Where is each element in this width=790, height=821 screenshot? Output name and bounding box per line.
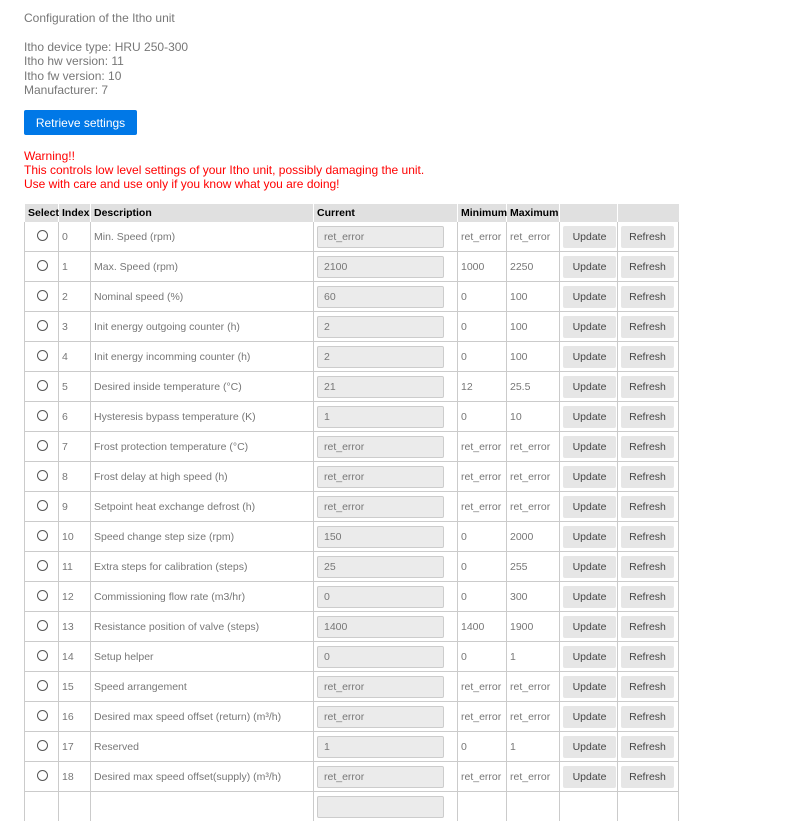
- minimum-cell: ret_error: [458, 222, 507, 252]
- update-cell: [560, 582, 618, 612]
- maximum-cell: 100: [507, 342, 560, 372]
- table-row: [25, 642, 679, 672]
- current-value-input[interactable]: 0: [317, 586, 444, 608]
- select-radio[interactable]: [37, 680, 48, 691]
- description-cell: Min. Speed (rpm): [91, 222, 314, 252]
- select-radio[interactable]: [37, 410, 48, 421]
- refresh-cell: [618, 492, 679, 522]
- description-cell: Extra steps for calibration (steps): [91, 552, 314, 582]
- index-cell: 1: [59, 252, 91, 282]
- select-cell: [25, 372, 59, 402]
- header-select: Select: [25, 204, 59, 222]
- refresh-button[interactable]: Refresh: [621, 376, 674, 398]
- update-button[interactable]: Update: [563, 406, 616, 428]
- minimum-cell: 0: [458, 342, 507, 372]
- description-cell: Desired max speed offset(supply) (m³/h): [91, 762, 314, 792]
- select-radio[interactable]: [37, 470, 48, 481]
- refresh-cell: [618, 522, 679, 552]
- refresh-cell: [618, 252, 679, 282]
- update-cell: [560, 702, 618, 732]
- update-button[interactable]: Update: [563, 496, 616, 518]
- index-cell: 17: [59, 732, 91, 762]
- current-value-input[interactable]: 60: [317, 286, 444, 308]
- table-row: [25, 432, 679, 462]
- update-button[interactable]: Update: [563, 766, 616, 788]
- minimum-cell: 0: [458, 282, 507, 312]
- table-row: [25, 582, 679, 612]
- current-value-input[interactable]: ret_error: [317, 466, 444, 488]
- description-cell: Init energy outgoing counter (h): [91, 312, 314, 342]
- refresh-button[interactable]: Refresh: [621, 286, 674, 308]
- update-cell: [560, 732, 618, 762]
- index-cell: 0: [59, 222, 91, 252]
- refresh-button[interactable]: Refresh: [621, 676, 674, 698]
- hw-version: Itho hw version: 11: [24, 54, 188, 68]
- warning-message: [24, 149, 424, 192]
- select-cell: [25, 732, 59, 762]
- maximum-cell: ret_error: [507, 672, 560, 702]
- minimum-cell: ret_error: [458, 702, 507, 732]
- update-button[interactable]: Update: [563, 646, 616, 668]
- update-button[interactable]: Update: [563, 556, 616, 578]
- index-cell: 13: [59, 612, 91, 642]
- current-value-input[interactable]: ret_error: [317, 496, 444, 518]
- refresh-cell: [618, 552, 679, 582]
- current-cell: [314, 672, 458, 702]
- update-cell: [560, 642, 618, 672]
- header-current: Current: [314, 204, 458, 222]
- current-cell: [314, 762, 458, 792]
- current-cell: [314, 432, 458, 462]
- select-radio[interactable]: [37, 560, 48, 571]
- select-radio[interactable]: [37, 320, 48, 331]
- refresh-button[interactable]: Refresh: [621, 316, 674, 338]
- current-cell: [314, 612, 458, 642]
- current-value-input[interactable]: 1: [317, 736, 444, 758]
- table-row: [25, 462, 679, 492]
- refresh-cell: [618, 462, 679, 492]
- maximum-cell: 2250: [507, 252, 560, 282]
- maximum-cell: 1: [507, 642, 560, 672]
- current-cell: [314, 522, 458, 552]
- update-cell: [560, 252, 618, 282]
- minimum-cell: ret_error: [458, 672, 507, 702]
- maximum-cell: ret_error: [507, 462, 560, 492]
- update-cell: [560, 432, 618, 462]
- maximum-cell: ret_error: [507, 762, 560, 792]
- refresh-button[interactable]: Refresh: [621, 436, 674, 458]
- update-cell: [560, 312, 618, 342]
- index-cell: 6: [59, 402, 91, 432]
- index-cell: 7: [59, 432, 91, 462]
- description-cell: Setpoint heat exchange defrost (h): [91, 492, 314, 522]
- description-cell: Reserved: [91, 732, 314, 762]
- maximum-cell: 100: [507, 312, 560, 342]
- update-button[interactable]: Update: [563, 376, 616, 398]
- current-cell: [314, 792, 458, 821]
- index-cell: 2: [59, 282, 91, 312]
- select-cell: [25, 792, 59, 821]
- select-radio[interactable]: [37, 530, 48, 541]
- page-title: Configuration of the Itho unit: [24, 11, 175, 25]
- table-row: [25, 762, 679, 792]
- description-cell: Frost protection temperature (°C): [91, 432, 314, 462]
- table-row: [25, 612, 679, 642]
- current-cell: [314, 492, 458, 522]
- warning-line-2: Use with care and use only if you know what you are doing!: [24, 177, 424, 191]
- current-cell: [314, 372, 458, 402]
- update-button[interactable]: Update: [563, 526, 616, 548]
- current-cell: [314, 582, 458, 612]
- maximum-cell: ret_error: [507, 702, 560, 732]
- index-cell: 3: [59, 312, 91, 342]
- maximum-cell: 2000: [507, 522, 560, 552]
- current-cell: [314, 732, 458, 762]
- current-cell: [314, 642, 458, 672]
- select-cell: [25, 432, 59, 462]
- minimum-cell: 1000: [458, 252, 507, 282]
- current-value-input[interactable]: ret_error: [317, 436, 444, 458]
- minimum-cell: 0: [458, 582, 507, 612]
- update-button[interactable]: Update: [563, 436, 616, 458]
- maximum-cell: 1: [507, 732, 560, 762]
- refresh-button[interactable]: Refresh: [621, 226, 674, 248]
- maximum-cell: ret_error: [507, 222, 560, 252]
- select-cell: [25, 402, 59, 432]
- current-cell: [314, 222, 458, 252]
- refresh-cell: [618, 222, 679, 252]
- description-cell: Resistance position of valve (steps): [91, 612, 314, 642]
- select-radio[interactable]: [37, 350, 48, 361]
- settings-table-body: [25, 222, 679, 821]
- refresh-cell: [618, 342, 679, 372]
- update-button[interactable]: Update: [563, 256, 616, 278]
- index-cell: 8: [59, 462, 91, 492]
- refresh-cell: [618, 792, 679, 821]
- index-cell: 9: [59, 492, 91, 522]
- update-cell: [560, 612, 618, 642]
- table-row: [25, 342, 679, 372]
- current-cell: [314, 402, 458, 432]
- current-value-input[interactable]: ret_error: [317, 676, 444, 698]
- index-cell: [59, 792, 91, 821]
- description-cell: Init energy incomming counter (h): [91, 342, 314, 372]
- current-cell: [314, 282, 458, 312]
- minimum-cell: 0: [458, 402, 507, 432]
- header-index: Index: [59, 204, 91, 222]
- select-cell: [25, 222, 59, 252]
- maximum-cell: 100: [507, 282, 560, 312]
- description-cell: Frost delay at high speed (h): [91, 462, 314, 492]
- update-button[interactable]: Update: [563, 736, 616, 758]
- current-value-input[interactable]: 2100: [317, 256, 444, 278]
- current-value-input[interactable]: 21: [317, 376, 444, 398]
- device-type: Itho device type: HRU 250-300: [24, 40, 188, 54]
- current-value-input[interactable]: ret_error: [317, 766, 444, 788]
- description-cell: Nominal speed (%): [91, 282, 314, 312]
- select-cell: [25, 342, 59, 372]
- select-cell: [25, 642, 59, 672]
- select-cell: [25, 612, 59, 642]
- description-cell: Hysteresis bypass temperature (K): [91, 402, 314, 432]
- minimum-cell: ret_error: [458, 432, 507, 462]
- select-radio[interactable]: [37, 500, 48, 511]
- current-value-input[interactable]: 2: [317, 346, 444, 368]
- refresh-cell: [618, 642, 679, 672]
- select-radio[interactable]: [37, 260, 48, 271]
- update-cell: [560, 372, 618, 402]
- update-button[interactable]: Update: [563, 226, 616, 248]
- refresh-button[interactable]: Refresh: [621, 346, 674, 368]
- current-value-input[interactable]: [317, 796, 444, 818]
- table-row: [25, 522, 679, 552]
- current-value-input[interactable]: 25: [317, 556, 444, 578]
- minimum-cell: ret_error: [458, 492, 507, 522]
- index-cell: 10: [59, 522, 91, 552]
- maximum-cell: 255: [507, 552, 560, 582]
- current-value-input[interactable]: 1400: [317, 616, 444, 638]
- table-row: [25, 672, 679, 702]
- update-cell: [560, 492, 618, 522]
- table-row: [25, 792, 679, 821]
- maximum-cell: 25.5: [507, 372, 560, 402]
- update-cell: [560, 282, 618, 312]
- table-row: [25, 372, 679, 402]
- refresh-button[interactable]: Refresh: [621, 526, 674, 548]
- header-update: [560, 204, 618, 222]
- description-cell: Desired max speed offset (return) (m³/h): [91, 702, 314, 732]
- refresh-cell: [618, 762, 679, 792]
- update-button[interactable]: Update: [563, 616, 616, 638]
- minimum-cell: [458, 792, 507, 821]
- table-row: [25, 312, 679, 342]
- minimum-cell: 0: [458, 312, 507, 342]
- current-cell: [314, 552, 458, 582]
- update-button[interactable]: Update: [563, 346, 616, 368]
- refresh-button[interactable]: Refresh: [621, 556, 674, 578]
- refresh-cell: [618, 432, 679, 462]
- refresh-cell: [618, 402, 679, 432]
- select-radio[interactable]: [37, 770, 48, 781]
- update-cell: [560, 672, 618, 702]
- minimum-cell: 0: [458, 732, 507, 762]
- select-cell: [25, 702, 59, 732]
- description-cell: Speed arrangement: [91, 672, 314, 702]
- index-cell: 12: [59, 582, 91, 612]
- header-description: Description: [91, 204, 314, 222]
- minimum-cell: 0: [458, 522, 507, 552]
- manufacturer: Manufacturer: 7: [24, 83, 188, 97]
- current-value-input[interactable]: 150: [317, 526, 444, 548]
- update-button[interactable]: Update: [563, 316, 616, 338]
- update-cell: [560, 762, 618, 792]
- maximum-cell: 300: [507, 582, 560, 612]
- table-row: [25, 252, 679, 282]
- index-cell: 14: [59, 642, 91, 672]
- minimum-cell: ret_error: [458, 762, 507, 792]
- index-cell: 18: [59, 762, 91, 792]
- table-row: [25, 732, 679, 762]
- refresh-cell: [618, 702, 679, 732]
- select-cell: [25, 252, 59, 282]
- select-cell: [25, 312, 59, 342]
- index-cell: 5: [59, 372, 91, 402]
- current-value-input[interactable]: ret_error: [317, 226, 444, 248]
- select-radio[interactable]: [37, 380, 48, 391]
- select-radio[interactable]: [37, 290, 48, 301]
- index-cell: 16: [59, 702, 91, 732]
- refresh-cell: [618, 582, 679, 612]
- maximum-cell: [507, 792, 560, 821]
- refresh-button[interactable]: Refresh: [621, 406, 674, 428]
- table-row: [25, 702, 679, 732]
- header-minimum: Minimum: [458, 204, 507, 222]
- minimum-cell: 1400: [458, 612, 507, 642]
- select-radio[interactable]: [37, 230, 48, 241]
- index-cell: 4: [59, 342, 91, 372]
- refresh-cell: [618, 672, 679, 702]
- refresh-cell: [618, 372, 679, 402]
- select-cell: [25, 492, 59, 522]
- update-button[interactable]: Update: [563, 286, 616, 308]
- select-radio[interactable]: [37, 590, 48, 601]
- warning-title: Warning!!: [24, 149, 424, 163]
- current-value-input[interactable]: 1: [317, 406, 444, 428]
- minimum-cell: ret_error: [458, 462, 507, 492]
- select-radio[interactable]: [37, 650, 48, 661]
- select-cell: [25, 672, 59, 702]
- refresh-button[interactable]: Refresh: [621, 616, 674, 638]
- index-cell: 15: [59, 672, 91, 702]
- select-radio[interactable]: [37, 710, 48, 721]
- table-header-row: [25, 204, 679, 222]
- maximum-cell: 10: [507, 402, 560, 432]
- header-maximum: Maximum: [507, 204, 560, 222]
- update-button[interactable]: Update: [563, 676, 616, 698]
- minimum-cell: 12: [458, 372, 507, 402]
- current-cell: [314, 252, 458, 282]
- table-row: [25, 282, 679, 312]
- update-cell: [560, 462, 618, 492]
- select-radio[interactable]: [37, 620, 48, 631]
- maximum-cell: ret_error: [507, 492, 560, 522]
- refresh-button[interactable]: Refresh: [621, 646, 674, 668]
- select-cell: [25, 552, 59, 582]
- select-cell: [25, 762, 59, 792]
- current-cell: [314, 702, 458, 732]
- fw-version: Itho fw version: 10: [24, 69, 188, 83]
- device-info: [24, 40, 188, 97]
- current-cell: [314, 312, 458, 342]
- minimum-cell: 0: [458, 642, 507, 672]
- table-row: [25, 222, 679, 252]
- select-radio[interactable]: [37, 440, 48, 451]
- retrieve-settings-button[interactable]: Retrieve settings: [24, 110, 137, 135]
- refresh-button[interactable]: Refresh: [621, 706, 674, 728]
- current-value-input[interactable]: ret_error: [317, 706, 444, 728]
- update-cell: [560, 342, 618, 372]
- current-value-input[interactable]: 2: [317, 316, 444, 338]
- maximum-cell: 1900: [507, 612, 560, 642]
- update-cell: [560, 522, 618, 552]
- description-cell: Setup helper: [91, 642, 314, 672]
- current-cell: [314, 342, 458, 372]
- refresh-cell: [618, 612, 679, 642]
- refresh-cell: [618, 732, 679, 762]
- select-cell: [25, 522, 59, 552]
- table-row: [25, 492, 679, 522]
- update-cell: [560, 402, 618, 432]
- header-refresh: [618, 204, 679, 222]
- current-value-input[interactable]: 0: [317, 646, 444, 668]
- index-cell: 11: [59, 552, 91, 582]
- refresh-button[interactable]: Refresh: [621, 496, 674, 518]
- update-cell: [560, 792, 618, 821]
- description-cell: Max. Speed (rpm): [91, 252, 314, 282]
- refresh-cell: [618, 312, 679, 342]
- update-button[interactable]: Update: [563, 706, 616, 728]
- minimum-cell: 0: [458, 552, 507, 582]
- refresh-button[interactable]: Refresh: [621, 256, 674, 278]
- table-row: [25, 552, 679, 582]
- update-button[interactable]: Update: [563, 466, 616, 488]
- maximum-cell: ret_error: [507, 432, 560, 462]
- update-cell: [560, 222, 618, 252]
- description-cell: Commissioning flow rate (m3/hr): [91, 582, 314, 612]
- update-cell: [560, 552, 618, 582]
- refresh-button[interactable]: Refresh: [621, 466, 674, 488]
- select-cell: [25, 582, 59, 612]
- refresh-button[interactable]: Refresh: [621, 586, 674, 608]
- description-cell: [91, 792, 314, 821]
- description-cell: Speed change step size (rpm): [91, 522, 314, 552]
- table-row: [25, 402, 679, 432]
- update-button[interactable]: Update: [563, 586, 616, 608]
- current-cell: [314, 462, 458, 492]
- select-radio[interactable]: [37, 740, 48, 751]
- select-cell: [25, 462, 59, 492]
- settings-table: [24, 204, 679, 821]
- warning-line-1: This controls low level settings of your Itho unit, possibly damaging the unit.: [24, 163, 424, 177]
- refresh-cell: [618, 282, 679, 312]
- refresh-button[interactable]: Refresh: [621, 766, 674, 788]
- select-cell: [25, 282, 59, 312]
- description-cell: Desired inside temperature (°C): [91, 372, 314, 402]
- refresh-button[interactable]: Refresh: [621, 736, 674, 758]
